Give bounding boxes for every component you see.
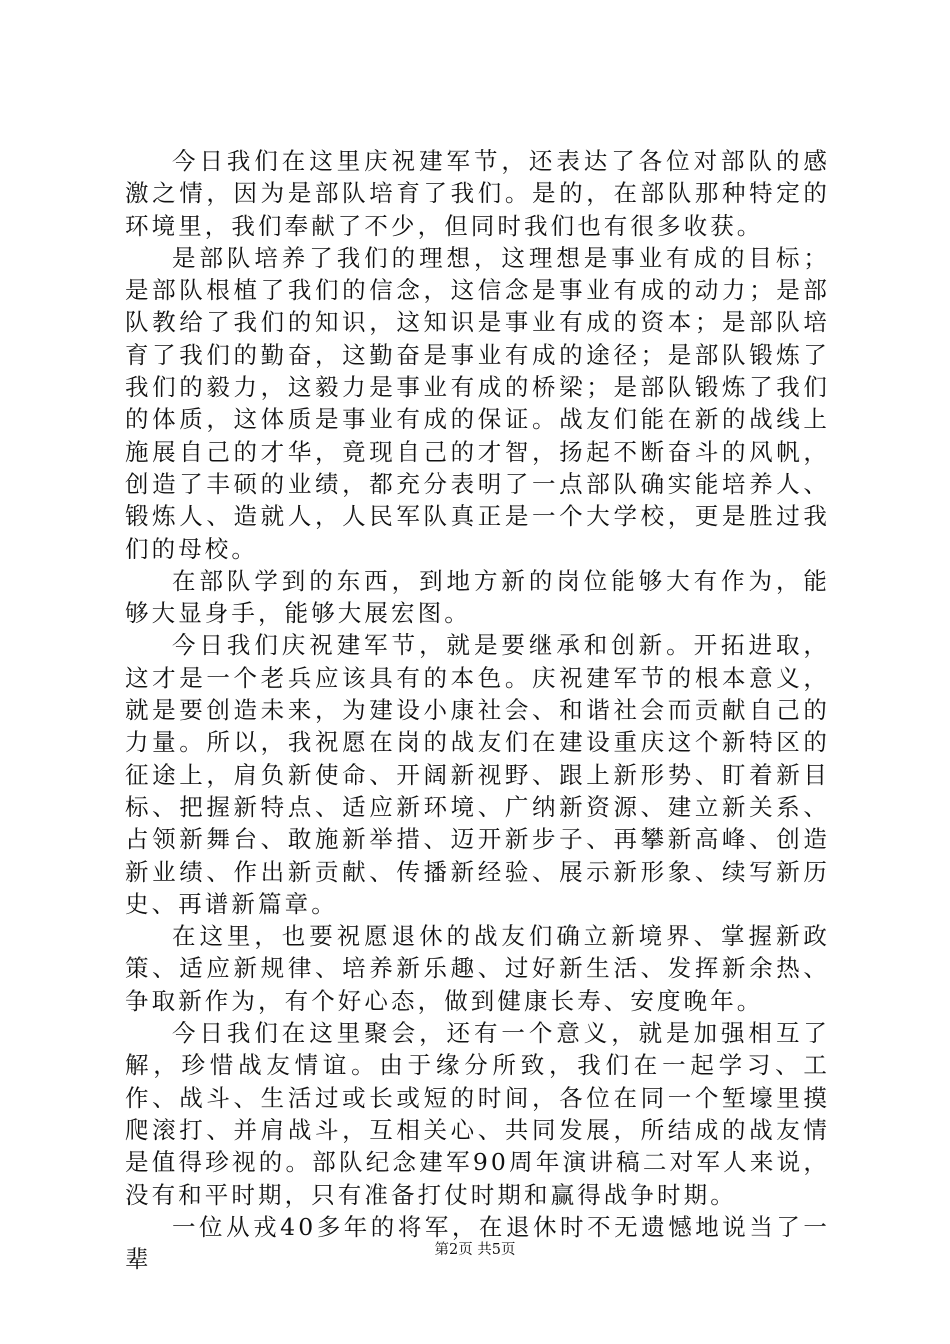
paragraph-5: 在这里，也要祝愿退休的战友们确立新境界、掌握新政策、适应新规律、培养新乐趣、过好新生活、发挥新余热、争取新作为，有个好心态，做到健康长寿、安度晚年。 <box>125 922 830 1015</box>
paragraph-6: 今日我们在这里聚会，还有一个意义，就是加强相互了解，珍惜战友情谊。由于缘分所致，我们在一起学习、工作、战斗、生活过或长或短的时间，各位在同一个堑壕里摸爬滚打、并肩战斗，互相关心、共同发展，所结成的战友情是值得珍视的。部队纪念建军90周年演讲稿二对军人来说，没有和平时期，只有准备打仗时期和赢得战争时期。 <box>125 1019 830 1209</box>
paragraph-1: 今日我们在这里庆祝建军节，还表达了各位对部队的感激之情，因为是部队培育了我们。是的，在部队那种特定的环境里，我们奉献了不少，但同时我们也有很多收获。 <box>125 147 830 240</box>
paragraph-3: 在部队学到的东西，到地方新的岗位能够大有作为，能够大显身手，能够大展宏图。 <box>125 566 830 628</box>
paragraph-2: 是部队培养了我们的理想，这理想是事业有成的目标；是部队根植了我们的信念，这信念是事业有成的动力；是部队教给了我们的知识，这知识是事业有成的资本；是部队培育了我们的勤奋，这勤奋是事业有成的途径；是部队锻炼了我们的毅力，这毅力是事业有成的桥梁；是部队锻炼了我们的体质，这体质是事业有成的保证。战友们能在新的战线上施展自己的才华，竟现自己的才智，扬起不断奋斗的风帆，创造了丰硕的业绩，都充分表明了一点部队确实能培养人、锻炼人、造就人，人民军队真正是一个大学校，更是胜过我们的母校。 <box>125 243 830 563</box>
document-body <box>125 145 830 1275</box>
paragraph-7: 一位从戎40多年的将军，在退休时不无遗憾地说当了一辈 <box>125 1212 830 1274</box>
paragraph-4: 今日我们庆祝建军节，就是要继承和创新。开拓进取，这才是一个老兵应该具有的本色。庆祝建军节的根本意义，就是要创造未来，为建设小康社会、和谐社会而贡献自己的力量。所以，我祝愿在岗的战友们在建设重庆这个新特区的征途上，肩负新使命、开阔新视野、跟上新形势、盯着新目标、把握新特点、适应新环境、广纳新资源、建立新关系、占领新舞台、敢施新举措、迈开新步子、再攀新高峰、创造新业绩、作出新贡献、传播新经验、展示新形象、续写新历史、再谱新篇章。 <box>125 631 830 918</box>
page-footer: 第2页 共5页 <box>434 1242 516 1258</box>
